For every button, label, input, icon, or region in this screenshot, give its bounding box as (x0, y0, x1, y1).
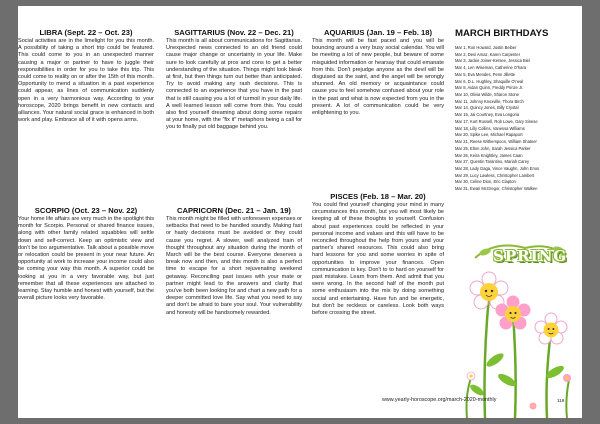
birthday-item: Mar 29, Lucy Lawless, Christopher Lambert (455, 172, 535, 178)
birthdays-list (455, 45, 577, 193)
birthday-item: Mar 27, Quentin Tarantino, Mariah Carey (455, 159, 530, 165)
scorpio-section (18, 206, 154, 302)
birthday-item: Mar 31, Ewan McGregor, Christopher Walken (455, 186, 538, 192)
sagittarius-text: This month is all about communications for Sagittarius. Unexpected news connected to an old friend could cause major change or uncertainty in your life. Make sure to look carefully at pros and cons to get a better understanding of the situation. Things might look bleak at first, but then things turn out better than anticipated. Try to avoid making any rash decisions. This is connected to an experience that you have in the past that is still causing you a lot of turmoil in your daily life. A well learned lesson will come from this. You could also find yourself dreaming about doing some repairs at your home, with the "fix it" metaphors being a call for you to finally put old baggage behind you. (166, 38, 302, 131)
capricorn-section (166, 206, 302, 317)
birthday-item: Mar 30, Celine Dion, Eric Clapton (455, 179, 516, 185)
pisces-text: You could find yourself changing your mind in many circumstances this month, but you will most likely be keeping all of these thoughts to yourself. Confusion about past experiences could be reflected in your personal income and values and this will have to be reconciled throughout the help from yours and your partner's shared resources. This could also bring hard lessons for you and some worries in spite of opportunities to improve your finances. Open communication is key. Don't to to hard on yourself for past mistakes. Learn from them. And admit that you were wrong. In the second half of the month put some enthusiasm into the mix by doing something social and entertaining. Have fun and be energetic, but don't be reckless or careless. Look both ways before crossing the street. (312, 202, 444, 317)
birthday-item: Mar 20, Spike Lee, Michael Rapaport (455, 132, 523, 138)
footer-url: www.yearly-horoscope.org/march-2020-monthly (382, 397, 497, 403)
birthday-item: Mar 1, Ron Howard, Justin Beiber (455, 45, 517, 50)
libra-section (18, 28, 154, 124)
capricorn-text: This month might be filled with unforeseen expenses or setbacks that need to be handled soundly. Making fast or hasty decisions must be avoided or they could cause you regret. A slower, well analyzed train of thought throughout any situation during the month of March will be the best course. Everyone deserves a break now and then, and this month is also a perfect time to escape for a short rejuvenating weekend getaway. Reconciling past issues with your mate or partner might lead to the answers and clarity that you've both been looking for and chart a new path for a deeper committed love life. Say what you need to say and don't be afraid to bare your soul. Your vulnerability and honesty will be handsomely rewarded. (166, 216, 302, 316)
sagittarius-section (166, 28, 302, 132)
birthday-item: Mar 3, Jackie Joiner-Kersee, Jessica Biel (455, 58, 530, 64)
birthday-item: Mar 2, Desi Arnaz, Karen Carpenter (455, 51, 521, 57)
birthday-item: Mar 21, Reese Witherspoon, William Shatner (455, 139, 537, 145)
spring-illustration (455, 230, 581, 418)
birthday-item: Mar 5, Eva Mendes, Penn Jillette (455, 71, 516, 77)
spring-word-art: SPRING (493, 247, 568, 265)
libra-title: LIBRA (Sept. 22 – Oct. 23) (39, 28, 133, 37)
birthday-item: Mar 28, Lady Gaga, Vince Vaughn, John Enos (455, 165, 540, 171)
birthday-item: Mar 14, Quincy Jones, Billy Crystal (455, 105, 519, 111)
birthday-item: Mar 8, Aidan Quinn, Freddy Prinze Jr. (455, 85, 524, 91)
birthday-item: Mar 11, Johnny Knoxville, Thora Birch (455, 98, 524, 104)
birthday-item: Mar 4, Len Wiseman, Catherine O'hara (455, 65, 527, 71)
birthday-item: Mar 10, Olivia Wilde, Sharon Stone (455, 92, 519, 98)
birthday-item: Mar 6, D.L. Hughley, Shaquille O'neal (455, 78, 524, 84)
aquarius-text: This month will be fast paced and you will be bouncing around a very busy social calendar. You will be meeting a lot of new people, but beware of some misguided information or hearsay that could emanate from this. Don't prejudge anyone as the devil will be disguised as the saint, and the angel will be wrongly shunned. An old memory or acquaintance could cause you to feel somehow confused about your role in the past and what is now expected from you in the present. A lot of communication could be very enlightening to you. (312, 38, 444, 117)
aquarius-title: AQUARIUS (Jan. 19 – Feb. 18) (323, 28, 433, 37)
pisces-section (312, 192, 444, 317)
sagittarius-title: SAGITTARIUS (Nov. 22 – Dec. 21) (174, 28, 294, 37)
birthday-item: Mar 25, Elton John, Sarah Jessica Parker (455, 145, 531, 151)
libra-text: Social activities are in the limelight for you this month. A possibility of taking a short trip could be featured. This could come to you in an unexpected manner causing a major or partner to have to juggle their responsibilities in order for you to take this trip. This could come to reality on or after the 15th of this month. Opportunity to mend a situation in a past experience could appear, as lines of communication suddenly open in a very harmonious way. According to your horoscope, 2020 brings benefit in new contacts and alliances. Your natural social grace is enhanced in both work and play. Embrace all of it with opens arms. (18, 38, 154, 124)
scorpio-title: SCORPIO (Oct. 23 – Nov. 22) (34, 206, 138, 215)
birthday-item: Mar 15, Jai Courtney, Eva Longoria (455, 112, 520, 118)
aquarius-section (312, 28, 444, 117)
page-number: 119 (557, 398, 565, 403)
birthday-item: Mar 18, Lilly Collins, Vanessa Williams (455, 125, 525, 131)
scorpio-text: Your home life affairs are very much in the spotlight this month for Scorpio. Personal or shared finance issues, along with other family related squabbles will settle down and self-correct. Keep an optimistic view and don't be too argumentative. Talk about a possible move or relocation could be present in your near future. An opportunity at work to increase your income could also be coming your way this month. A superior could be looking at you in a very favorable way, but just remember that all these experiences are attached to learning. Stay humble and honest with yourself, but the overall picture looks very favorable. (18, 216, 154, 302)
birthday-item: Mar 26, Keira Knightley, James Caan (455, 152, 523, 158)
birthday-item: Mar 17, Kurt Russell, Rob Lowe, Gary Sinese (455, 118, 538, 124)
birthdays-title: MARCH BIRTHDAYS (455, 28, 549, 39)
magazine-page (18, 6, 582, 418)
capricorn-title: CAPRICORN (Dec. 21 – Jan. 19) (177, 206, 291, 215)
pisces-title: PISCES (Feb. 18 – Mar. 20) (330, 192, 426, 201)
